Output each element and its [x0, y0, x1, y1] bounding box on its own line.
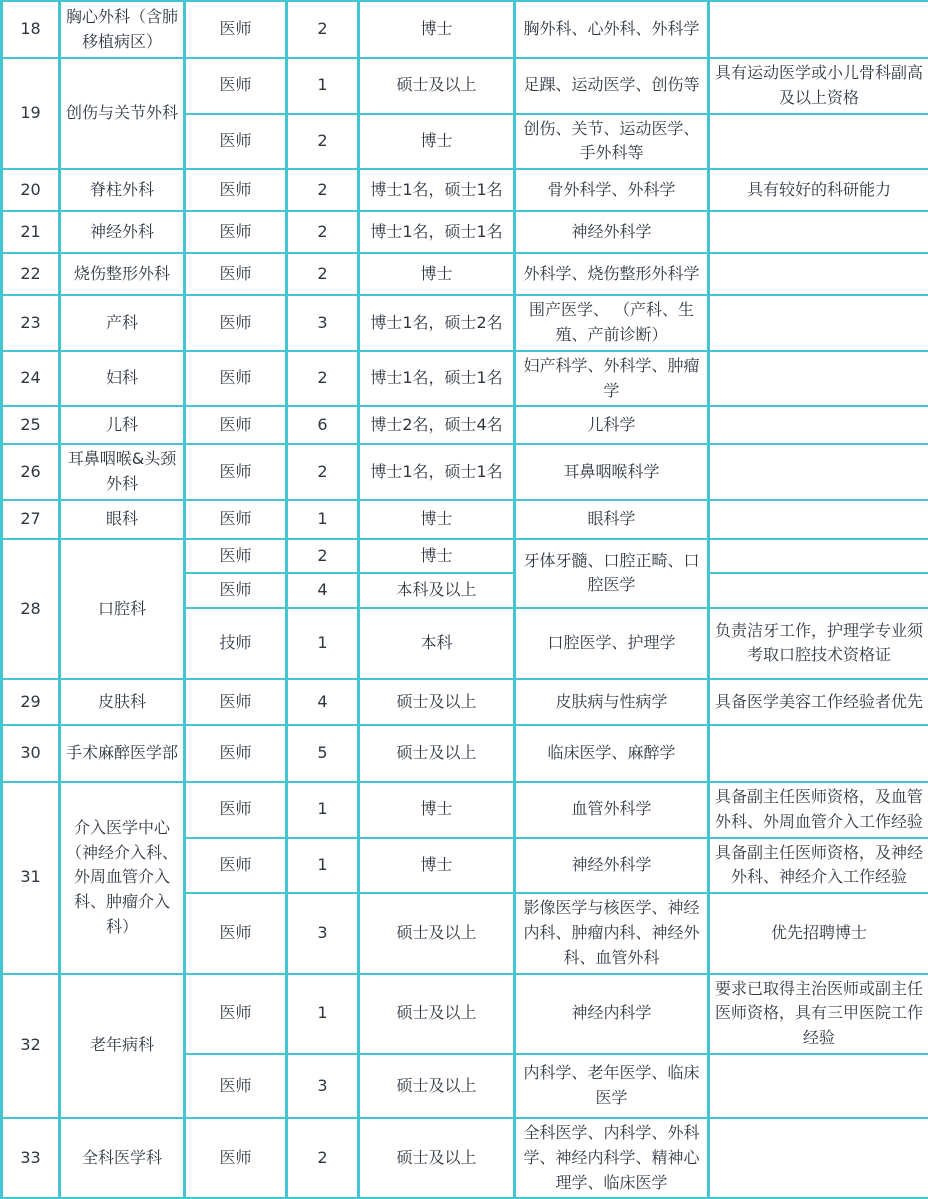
- table-row: [2, 782, 928, 838]
- count-cell: 6: [287, 406, 359, 444]
- major-cell: 妇产科学、外科学、肿瘤学: [515, 351, 709, 407]
- table-row: [2, 974, 928, 1054]
- education-cell: 博士: [359, 500, 515, 539]
- table-row: [2, 295, 928, 351]
- notes-cell: [709, 1, 928, 58]
- department-cell: 创伤与关节外科: [60, 58, 185, 169]
- department-cell: 口腔科: [60, 539, 185, 679]
- count-cell: 1: [287, 500, 359, 539]
- notes-cell: 要求已取得主治医师或副主任医师资格，具有三甲医院工作经验: [709, 974, 928, 1054]
- department-cell: 儿科: [60, 406, 185, 444]
- education-cell: 博士: [359, 253, 515, 295]
- count-cell: 1: [287, 608, 359, 679]
- position-cell: 医师: [185, 573, 287, 608]
- major-cell: 临床医学、麻醉学: [515, 725, 709, 782]
- education-cell: 本科: [359, 608, 515, 679]
- position-cell: 医师: [185, 211, 287, 253]
- department-cell: 全科医学科: [60, 1118, 185, 1198]
- major-cell: 眼科学: [515, 500, 709, 539]
- major-cell: 骨外科学、外科学: [515, 169, 709, 211]
- major-cell: 全科医学、内科学、外科学、神经内科学、精神心理学、临床医学: [515, 1118, 709, 1198]
- department-cell: 妇科: [60, 351, 185, 407]
- count-cell: 2: [287, 211, 359, 253]
- department-cell: 神经外科: [60, 211, 185, 253]
- education-cell: 博士: [359, 1, 515, 58]
- position-cell: 医师: [185, 679, 287, 725]
- education-cell: 硕士及以上: [359, 58, 515, 114]
- position-cell: 医师: [185, 1, 287, 58]
- education-cell: 博士: [359, 782, 515, 838]
- department-cell: 皮肤科: [60, 679, 185, 725]
- position-cell: 医师: [185, 351, 287, 407]
- count-cell: 2: [287, 169, 359, 211]
- education-cell: 本科及以上: [359, 573, 515, 608]
- table-row: [2, 351, 928, 407]
- major-cell: 内科学、老年医学、临床医学: [515, 1054, 709, 1118]
- row-number-cell: 32: [2, 974, 60, 1118]
- notes-cell: [709, 211, 928, 253]
- department-cell: 胸心外科（含肺移植病区）: [60, 1, 185, 58]
- count-cell: 1: [287, 974, 359, 1054]
- major-cell: 血管外科学: [515, 782, 709, 838]
- notes-cell: [709, 295, 928, 351]
- count-cell: 1: [287, 838, 359, 894]
- row-number-cell: 30: [2, 725, 60, 782]
- department-cell: 耳鼻咽喉&头颈外科: [60, 444, 185, 500]
- department-cell: 脊柱外科: [60, 169, 185, 211]
- count-cell: 3: [287, 893, 359, 973]
- notes-cell: [709, 573, 928, 608]
- position-cell: 技师: [185, 608, 287, 679]
- position-cell: 医师: [185, 893, 287, 973]
- table-row: [2, 253, 928, 295]
- count-cell: 2: [287, 114, 359, 170]
- major-cell: 胸外科、心外科、外科学: [515, 1, 709, 58]
- table-row: [2, 1118, 928, 1198]
- department-cell: 老年病科: [60, 974, 185, 1118]
- notes-cell: 具备医学美容工作经验者优先: [709, 679, 928, 725]
- department-cell: 烧伤整形外科: [60, 253, 185, 295]
- education-cell: 硕士及以上: [359, 1054, 515, 1118]
- row-number-cell: 29: [2, 679, 60, 725]
- education-cell: 硕士及以上: [359, 974, 515, 1054]
- department-cell: 介入医学中心（神经介入科、外周血管介入科、肿瘤介入科）: [60, 782, 185, 974]
- position-cell: 医师: [185, 782, 287, 838]
- major-cell: 神经内科学: [515, 974, 709, 1054]
- table-row: [2, 725, 928, 782]
- table-row: [2, 169, 928, 211]
- position-cell: 医师: [185, 1054, 287, 1118]
- count-cell: 5: [287, 725, 359, 782]
- education-cell: 博士1名，硕士1名: [359, 211, 515, 253]
- major-cell: 神经外科学: [515, 211, 709, 253]
- notes-cell: [709, 500, 928, 539]
- row-number-cell: 22: [2, 253, 60, 295]
- notes-cell: 优先招聘博士: [709, 893, 928, 973]
- table-row: [2, 444, 928, 500]
- major-cell: 外科学、烧伤整形外科学: [515, 253, 709, 295]
- count-cell: 2: [287, 444, 359, 500]
- table-row: [2, 539, 928, 573]
- major-cell: 创伤、关节、运动医学、手外科等: [515, 114, 709, 170]
- education-cell: 硕士及以上: [359, 679, 515, 725]
- notes-cell: [709, 539, 928, 573]
- notes-cell: [709, 406, 928, 444]
- recruitment-table-body: [2, 1, 928, 1198]
- count-cell: 4: [287, 573, 359, 608]
- position-cell: 医师: [185, 539, 287, 573]
- count-cell: 2: [287, 1118, 359, 1198]
- education-cell: 博士1名，硕士1名: [359, 169, 515, 211]
- row-number-cell: 27: [2, 500, 60, 539]
- count-cell: 2: [287, 351, 359, 407]
- position-cell: 医师: [185, 169, 287, 211]
- notes-cell: 具有较好的科研能力: [709, 169, 928, 211]
- table-row: [2, 58, 928, 114]
- education-cell: 硕士及以上: [359, 893, 515, 973]
- count-cell: 3: [287, 1054, 359, 1118]
- row-number-cell: 25: [2, 406, 60, 444]
- education-cell: 博士: [359, 114, 515, 170]
- table-row: [2, 211, 928, 253]
- count-cell: 1: [287, 58, 359, 114]
- position-cell: 医师: [185, 406, 287, 444]
- education-cell: 硕士及以上: [359, 1118, 515, 1198]
- position-cell: 医师: [185, 253, 287, 295]
- table-row: [2, 1, 928, 58]
- position-cell: 医师: [185, 974, 287, 1054]
- position-cell: 医师: [185, 1118, 287, 1198]
- position-cell: 医师: [185, 58, 287, 114]
- row-number-cell: 24: [2, 351, 60, 407]
- notes-cell: 负责洁牙工作，护理学专业须考取口腔技术资格证: [709, 608, 928, 679]
- position-cell: 医师: [185, 838, 287, 894]
- major-cell: 神经外科学: [515, 838, 709, 894]
- count-cell: 1: [287, 782, 359, 838]
- count-cell: 2: [287, 539, 359, 573]
- major-cell: 皮肤病与性病学: [515, 679, 709, 725]
- education-cell: 博士: [359, 539, 515, 573]
- notes-cell: [709, 1054, 928, 1118]
- row-number-cell: 20: [2, 169, 60, 211]
- row-number-cell: 19: [2, 58, 60, 169]
- table-row: [2, 679, 928, 725]
- row-number-cell: 28: [2, 539, 60, 679]
- notes-cell: [709, 114, 928, 170]
- notes-cell: 具有运动医学或小儿骨科副高及以上资格: [709, 58, 928, 114]
- major-cell: 儿科学: [515, 406, 709, 444]
- notes-cell: [709, 1118, 928, 1198]
- notes-cell: [709, 351, 928, 407]
- major-cell: 足踝、运动医学、创伤等: [515, 58, 709, 114]
- education-cell: 硕士及以上: [359, 725, 515, 782]
- major-cell: 影像医学与核医学、神经内科、肿瘤内科、神经外科、血管外科: [515, 893, 709, 973]
- education-cell: 博士1名，硕士1名: [359, 444, 515, 500]
- education-cell: 博士1名，硕士1名: [359, 351, 515, 407]
- position-cell: 医师: [185, 295, 287, 351]
- row-number-cell: 31: [2, 782, 60, 974]
- position-cell: 医师: [185, 725, 287, 782]
- major-cell: 耳鼻咽喉科学: [515, 444, 709, 500]
- major-cell: 围产医学、 （产科、生殖、产前诊断）: [515, 295, 709, 351]
- row-number-cell: 26: [2, 444, 60, 500]
- count-cell: 3: [287, 295, 359, 351]
- education-cell: 博士1名，硕士2名: [359, 295, 515, 351]
- department-cell: 眼科: [60, 500, 185, 539]
- count-cell: 2: [287, 1, 359, 58]
- count-cell: 2: [287, 253, 359, 295]
- notes-cell: [709, 725, 928, 782]
- row-number-cell: 21: [2, 211, 60, 253]
- notes-cell: 具备副主任医师资格，及血管外科、外周血管介入工作经验: [709, 782, 928, 838]
- position-cell: 医师: [185, 500, 287, 539]
- table-row: [2, 406, 928, 444]
- department-cell: 产科: [60, 295, 185, 351]
- row-number-cell: 33: [2, 1118, 60, 1198]
- row-number-cell: 18: [2, 1, 60, 58]
- position-cell: 医师: [185, 444, 287, 500]
- table-row: [2, 500, 928, 539]
- education-cell: 博士2名，硕士4名: [359, 406, 515, 444]
- row-number-cell: 23: [2, 295, 60, 351]
- notes-cell: [709, 253, 928, 295]
- major-cell: 牙体牙髓、口腔正畸、口腔医学: [515, 539, 709, 608]
- major-cell: 口腔医学、护理学: [515, 608, 709, 679]
- department-cell: 手术麻醉医学部: [60, 725, 185, 782]
- position-cell: 医师: [185, 114, 287, 170]
- notes-cell: [709, 444, 928, 500]
- count-cell: 4: [287, 679, 359, 725]
- education-cell: 博士: [359, 838, 515, 894]
- notes-cell: 具备副主任医师资格，及神经外科、神经介入工作经验: [709, 838, 928, 894]
